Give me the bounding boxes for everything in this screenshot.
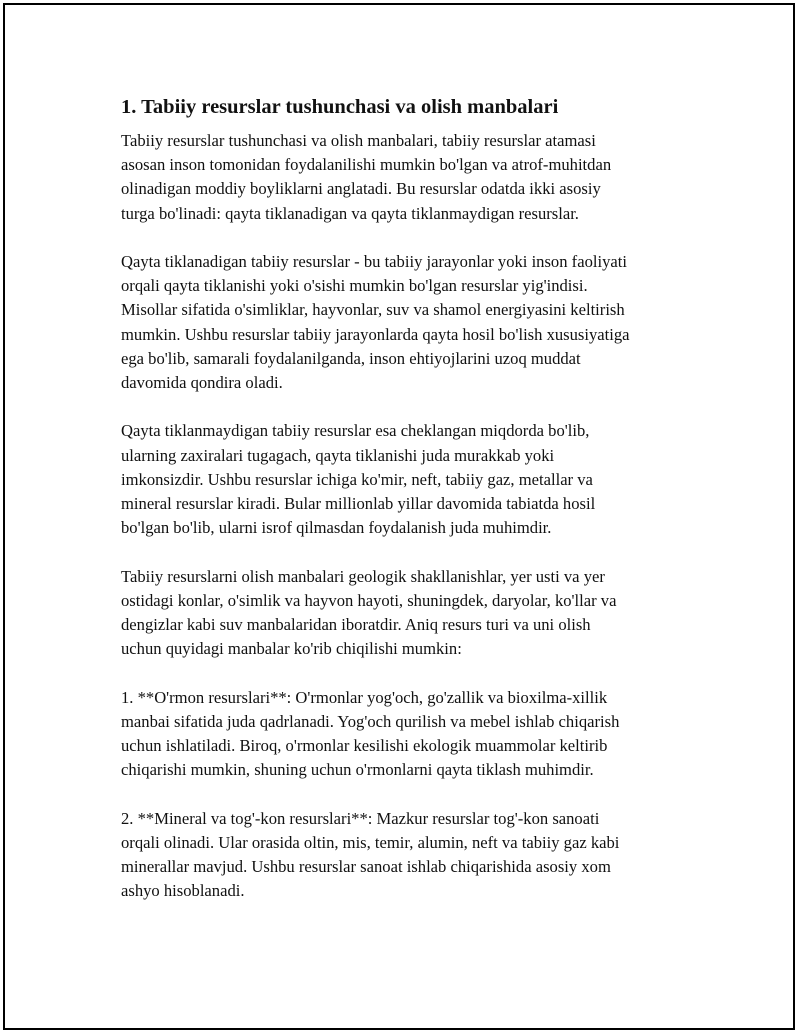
- paragraph-renewable: Qayta tiklanadigan tabiiy resurslar - bu tabiiy jarayonlar yoki inson faoliyati orqali qayta tiklanishi yoki o'sishi mumkin bo'lgan resurslar yig'indisi. Misollar sifatida o'simliklar, hayvonlar, suv va shamol energiyasini keltirish mumkin. Ushbu resurslar tabiiy jarayonlarda qayta hosil bo'lish xususiyatiga ega bo'lib, samarali foydalanilganda, inson ehtiyojlarini uzoq muddat davomida qondira oladi.: [121, 252, 630, 393]
- document-title: 1. Tabiiy resurslar tushunchasi va olish manbalari: [121, 96, 559, 118]
- paragraph-forest-resources: 1. **O'rmon resurslari**: O'rmonlar yog'och, go'zallik va bioxilma-xillik manbai sifatida juda qadrlanadi. Yog'och qurilish va mebel ishlab chiqarish uchun ishlatiladi. Biroq, o'rmonlar kesilishi ekologik muammolar keltirib chiqarishi mumkin, shuning uchun o'rmonlarni qayta tiklash muhimdir.: [121, 687, 620, 780]
- paragraph-intro: Tabiiy resurslar tushunchasi va olish manbalari, tabiiy resurslar atamasi asosan inson tomonidan foydalanilishi mumkin bo'lgan va atrof-muhitdan olinadigan moddiy boyliklarni anglatadi. Bu resurslar odatda ikki asosiy turga bo'linadi: qayta tiklanadigan va qayta tiklanmaydigan resurslar.: [121, 131, 612, 223]
- paragraph-nonrenewable: Qayta tiklanmaydigan tabiiy resurslar esa cheklangan miqdorda bo'lib, ularning zaxiralari tugagach, qayta tiklanishi juda murakkab yoki imkonsizdir. Ushbu resurslar ichiga ko'mir, neft, tabiiy gaz, metallar va mineral resurslar kiradi. Bular millionlab yillar davomida tabiatda hosil bo'lgan bo'lib, ularni isrof qilmasdan foydalanish juda muhimdir.: [121, 421, 596, 538]
- document-body: [121, 93, 711, 928]
- paragraph-mineral-resources: 2. **Mineral va tog'-kon resurslari**: Mazkur resurslar tog'-kon sanoati orqali olinadi. Ular orasida oltin, mis, temir, alumin, neft va tabiiy gaz kabi minerallar mavjud. Ushbu resurslar sanoat ishlab chiqarishida asosiy xom ashyo hisoblanadi.: [121, 808, 620, 901]
- page-frame: [3, 3, 795, 1030]
- paragraph-sources: Tabiiy resurslarni olish manbalari geologik shakllanishlar, yer usti va yer ostidagi konlar, o'simlik va hayvon hayoti, shuningdek, daryolar, ko'llar va dengizlar kabi suv manbalaridan iboratdir. Aniq resurs turi va uni olish uchun quyidagi manbalar ko'rib chiqilishi mumkin:: [121, 566, 617, 659]
